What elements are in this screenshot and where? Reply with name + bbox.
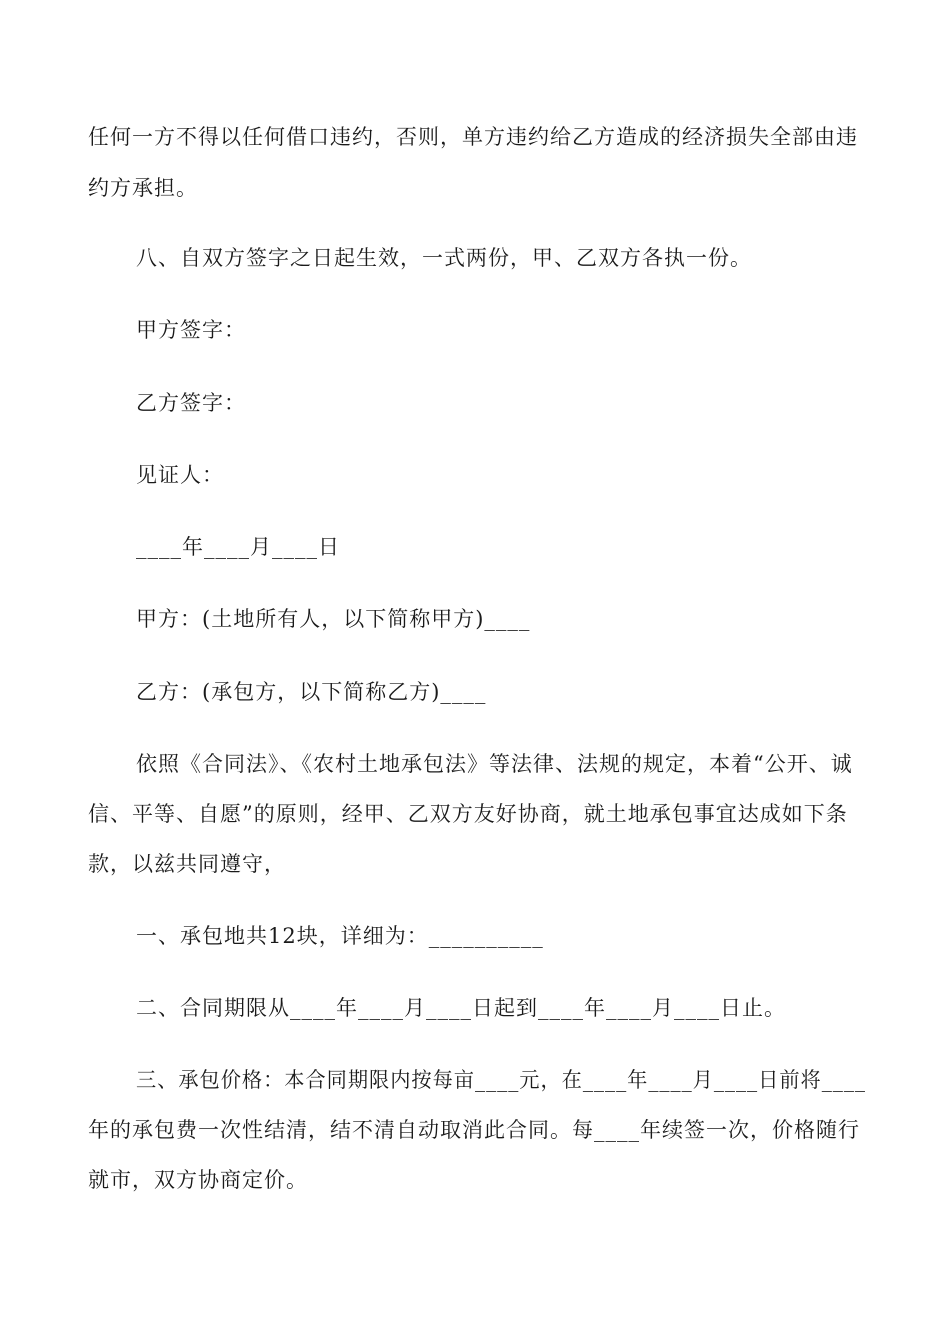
witness-label: 见证人： xyxy=(136,463,224,487)
clause-3: 三、承包价格：本合同期限内按每亩____元，在____年____月____日前将____ xyxy=(136,1068,866,1092)
paragraph-line: 任何一方不得以任何借口违约，否则，单方违约给乙方造成的经济损失全部由违 xyxy=(88,125,858,149)
clause-1: 一、承包地共12块，详细为：__________ xyxy=(136,924,544,948)
paragraph-line: 款，以兹共同遵守， xyxy=(88,852,286,876)
party-a-line: 甲方：(土地所有人，以下简称甲方)____ xyxy=(136,607,531,631)
date-line: ____年____月____日 xyxy=(136,535,340,559)
paragraph-line: 就市，双方协商定价。 xyxy=(88,1168,308,1192)
party-b-line: 乙方：(承包方，以下简称乙方)____ xyxy=(136,680,487,704)
paragraph-line: 年的承包费一次性结清，结不清自动取消此合同。每____年续签一次，价格随行 xyxy=(88,1118,860,1142)
party-a-signature-label: 甲方签字： xyxy=(136,318,246,342)
paragraph-line: 约方承担。 xyxy=(88,176,198,200)
party-b-signature-label: 乙方签字： xyxy=(136,391,246,415)
clause-8: 八、自双方签字之日起生效，一式两份，甲、乙双方各执一份。 xyxy=(136,246,752,270)
paragraph-line: 信、平等、自愿”的原则，经甲、乙双方友好协商，就土地承包事宜达成如下条 xyxy=(88,802,848,826)
clause-2: 二、合同期限从____年____月____日起到____年____月____日止。 xyxy=(136,996,786,1020)
paragraph-line: 依照《合同法》、《农村土地承包法》等法律、法规的规定，本着“公开、诚 xyxy=(136,752,853,776)
